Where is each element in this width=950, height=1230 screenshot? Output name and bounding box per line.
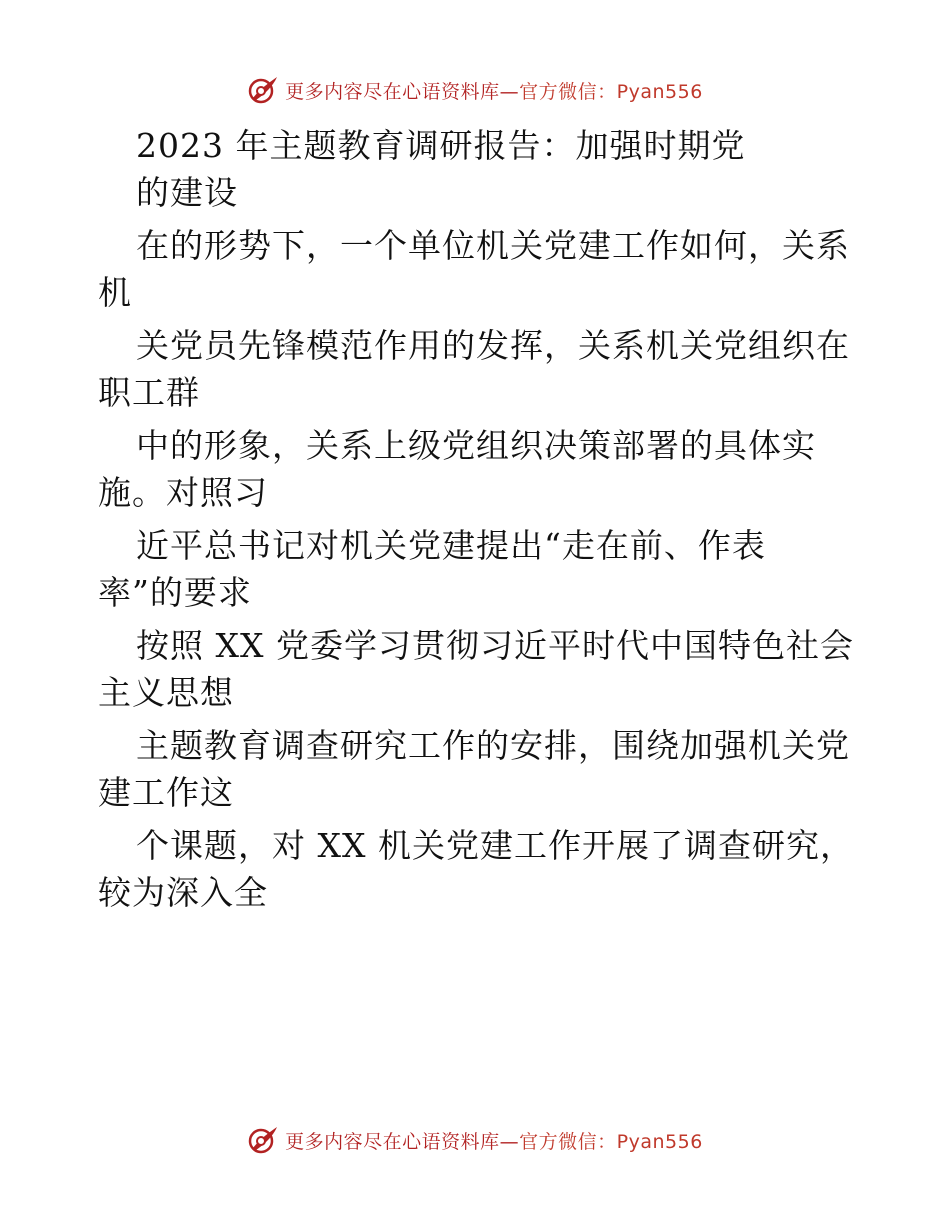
doc-line: 个课题，对 XX 机关党建工作开展了调查研究， [136, 826, 854, 865]
doc-line: 2023 年主题教育调研报告：加强时期党 [136, 126, 746, 165]
doc-line: 主义思想 [98, 673, 234, 712]
watermark-wechat: 官方微信：Pyan556 [519, 80, 703, 103]
doc-line: 率”的要求 [98, 573, 252, 612]
doc-line: 在的形势下，一个单位机关党建工作如何，关系 [136, 226, 850, 265]
doc-line: 机 [98, 273, 132, 312]
doc-line: 关党员先锋模范作用的发挥，关系机关党组织在 [136, 326, 850, 365]
doc-line: 职工群 [98, 373, 200, 412]
watermark-wechat: 官方微信：Pyan556 [519, 1130, 703, 1153]
watermark-main: 更多内容尽在心语资料库 [285, 80, 500, 103]
header-watermark [0, 70, 950, 110]
doc-line: 主题教育调查研究工作的安排，围绕加强机关党 [136, 726, 850, 765]
watermark-dash: — [499, 1130, 520, 1153]
feather-logo-icon [247, 1124, 279, 1156]
doc-line: 建工作这 [98, 773, 234, 812]
footer-watermark [0, 1120, 950, 1160]
watermark-dash: — [499, 80, 520, 103]
doc-line: 的建设 [136, 173, 238, 212]
watermark-text [285, 1127, 703, 1154]
doc-line: 按照 XX 党委学习贯彻习近平时代中国特色社会 [136, 626, 854, 665]
doc-line: 中的形象，关系上级党组织决策部署的具体实 [136, 426, 816, 465]
doc-line: 近平总书记对机关党建提出“走在前、作表 [136, 526, 766, 565]
feather-logo-icon [247, 74, 279, 106]
doc-line: 较为深入全 [98, 873, 268, 912]
watermark-main: 更多内容尽在心语资料库 [285, 1130, 500, 1153]
watermark-text [285, 77, 703, 104]
doc-line: 施。对照习 [98, 473, 268, 512]
document-body [98, 122, 858, 916]
